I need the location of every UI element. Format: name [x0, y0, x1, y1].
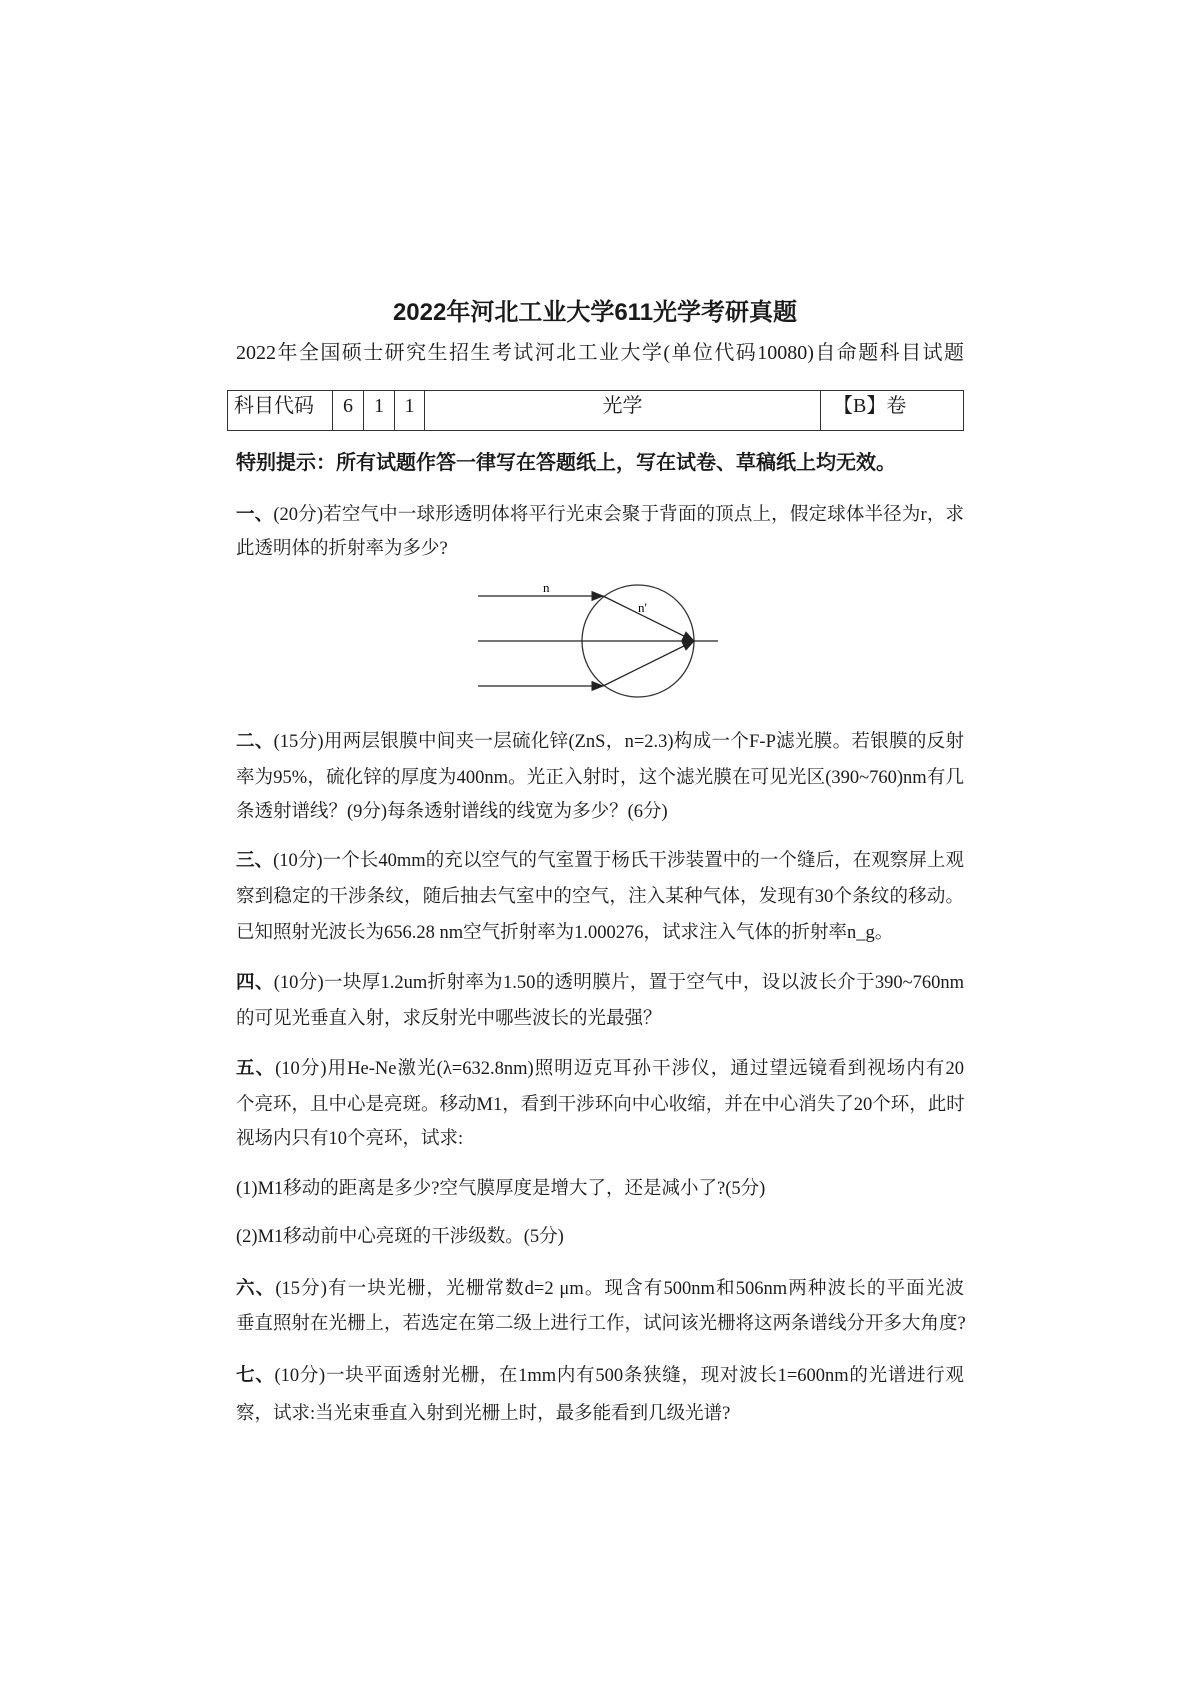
question-number: 四、 — [236, 973, 274, 993]
page-title: 2022年河北工业大学611光学考研真题 — [392, 299, 798, 326]
question-line — [236, 1174, 964, 1200]
question-text: (2)M1移动前中心亮斑的干涉级数。(5分) — [236, 1227, 564, 1247]
question-number: 一、 — [236, 505, 274, 525]
page-subtitle: 2022年全国硕士研究生招生考试河北工业大学(单位代码10080)自命题科目试题 — [236, 342, 964, 364]
label-n: n — [543, 580, 550, 595]
question-line — [236, 1222, 964, 1248]
question-line — [236, 727, 964, 753]
question-line — [236, 1124, 964, 1150]
question-line — [236, 797, 964, 823]
question-text: 察到稳定的干涉条纹，随后抽去气室中的空气，注入某种气体，发现有30个条纹的移动。 — [236, 887, 964, 907]
question-text: 垂直照射在光栅上，若选定在第二级上进行工作，试问该光栅将这两条谱线分开多大角度? — [236, 1314, 966, 1334]
question-line — [236, 846, 964, 872]
question-line — [236, 500, 964, 526]
question-line — [236, 1054, 964, 1080]
question-text: (1)M1移动的距离是多少?空气膜厚度是增大了，还是减小了?(5分) — [236, 1179, 766, 1199]
question-text: 已知照射光波长为656.28 nm空气折射率为1.000276，试求注入气体的折射率n_g。 — [236, 923, 894, 943]
question-text: 个亮环，且中心是亮斑。移动M1，看到干涉环向中心收缩，并在中心消失了20个环，此时 — [236, 1095, 965, 1115]
question-line — [236, 918, 964, 944]
question-line — [236, 1399, 964, 1425]
question-line — [236, 882, 964, 908]
question-number: 五、 — [236, 1059, 276, 1079]
question-text: 率为95%，硫化锌的厚度为400nm。光正入射时，这个滤光膜在可见光区(390~760)nm有几 — [236, 768, 964, 788]
question-line — [236, 1090, 964, 1116]
question-line — [236, 763, 964, 789]
question-text: (10分)用He-Ne激光(λ=632.8nm)照明迈克耳孙干涉仪，通过望远镜看到视场内有20 — [275, 1059, 964, 1079]
code-digit: 6 — [333, 391, 364, 431]
question-text: 的可见光垂直入射，求反射光中哪些波长的光最强？ — [236, 1009, 662, 1029]
question-text: 察，试求:当光束垂直入射到光栅上时，最多能看到几级光谱? — [236, 1404, 731, 1424]
question-text: (20分)若空气中一球形透明体将平行光束会聚于背面的顶点上，假定球体半径为r，求 — [273, 505, 964, 525]
question-text: 此透明体的折射率为多少? — [236, 539, 448, 559]
question-line — [236, 1309, 964, 1335]
code-digit: 1 — [395, 391, 425, 431]
question-text: 视场内只有10个亮环，试求: — [236, 1129, 464, 1149]
question-line — [236, 1004, 964, 1030]
special-notice: 特别提示：所有试题作答一律写在答题纸上，写在试卷、草稿纸上均无效。 — [236, 452, 896, 474]
question-line — [236, 1361, 964, 1387]
question-text: (10分)一块厚1.2um折射率为1.50的透明膜片，置于空气中，设以波长介于390~760nm — [273, 973, 964, 993]
code-label: 科目代码 — [228, 391, 333, 431]
refracted-ray-top — [603, 596, 694, 641]
refracted-ray-bottom — [603, 641, 694, 686]
question-text: (15分)用两层银膜中间夹一层硫化锌(ZnS，n=2.3)构成一个F-P滤光膜。若银膜的反射 — [273, 732, 964, 752]
subject-name: 光学 — [425, 391, 821, 431]
question-text: (10分)一个长40mm的充以空气的气室置于杨氏干涉装置中的一个缝后，在观察屏上观 — [273, 851, 964, 871]
subject-code-table — [227, 390, 964, 431]
question-number: 七、 — [236, 1366, 275, 1386]
paper-version: 【B】卷 — [821, 391, 964, 431]
question-number: 六、 — [236, 1279, 276, 1299]
question-number: 二、 — [236, 732, 274, 752]
question-text: (10分)一块平面透射光栅，在1mm内有500条狭缝，现对波长1=600nm的光谱进行观 — [274, 1366, 964, 1386]
sphere-refraction-diagram — [460, 570, 740, 710]
question-line — [236, 534, 964, 560]
question-text: (15分)有一块光栅，光栅常数d=2 μm。现含有500nm和506nm两种波长的平面光波 — [275, 1279, 964, 1299]
label-n-prime: n' — [638, 600, 647, 615]
code-digit: 1 — [364, 391, 395, 431]
question-line — [236, 1274, 964, 1300]
question-text: 条透射谱线？(9分)每条透射谱线的线宽为多少？(6分) — [236, 802, 668, 822]
question-line — [236, 968, 964, 994]
question-number: 三、 — [236, 851, 274, 871]
